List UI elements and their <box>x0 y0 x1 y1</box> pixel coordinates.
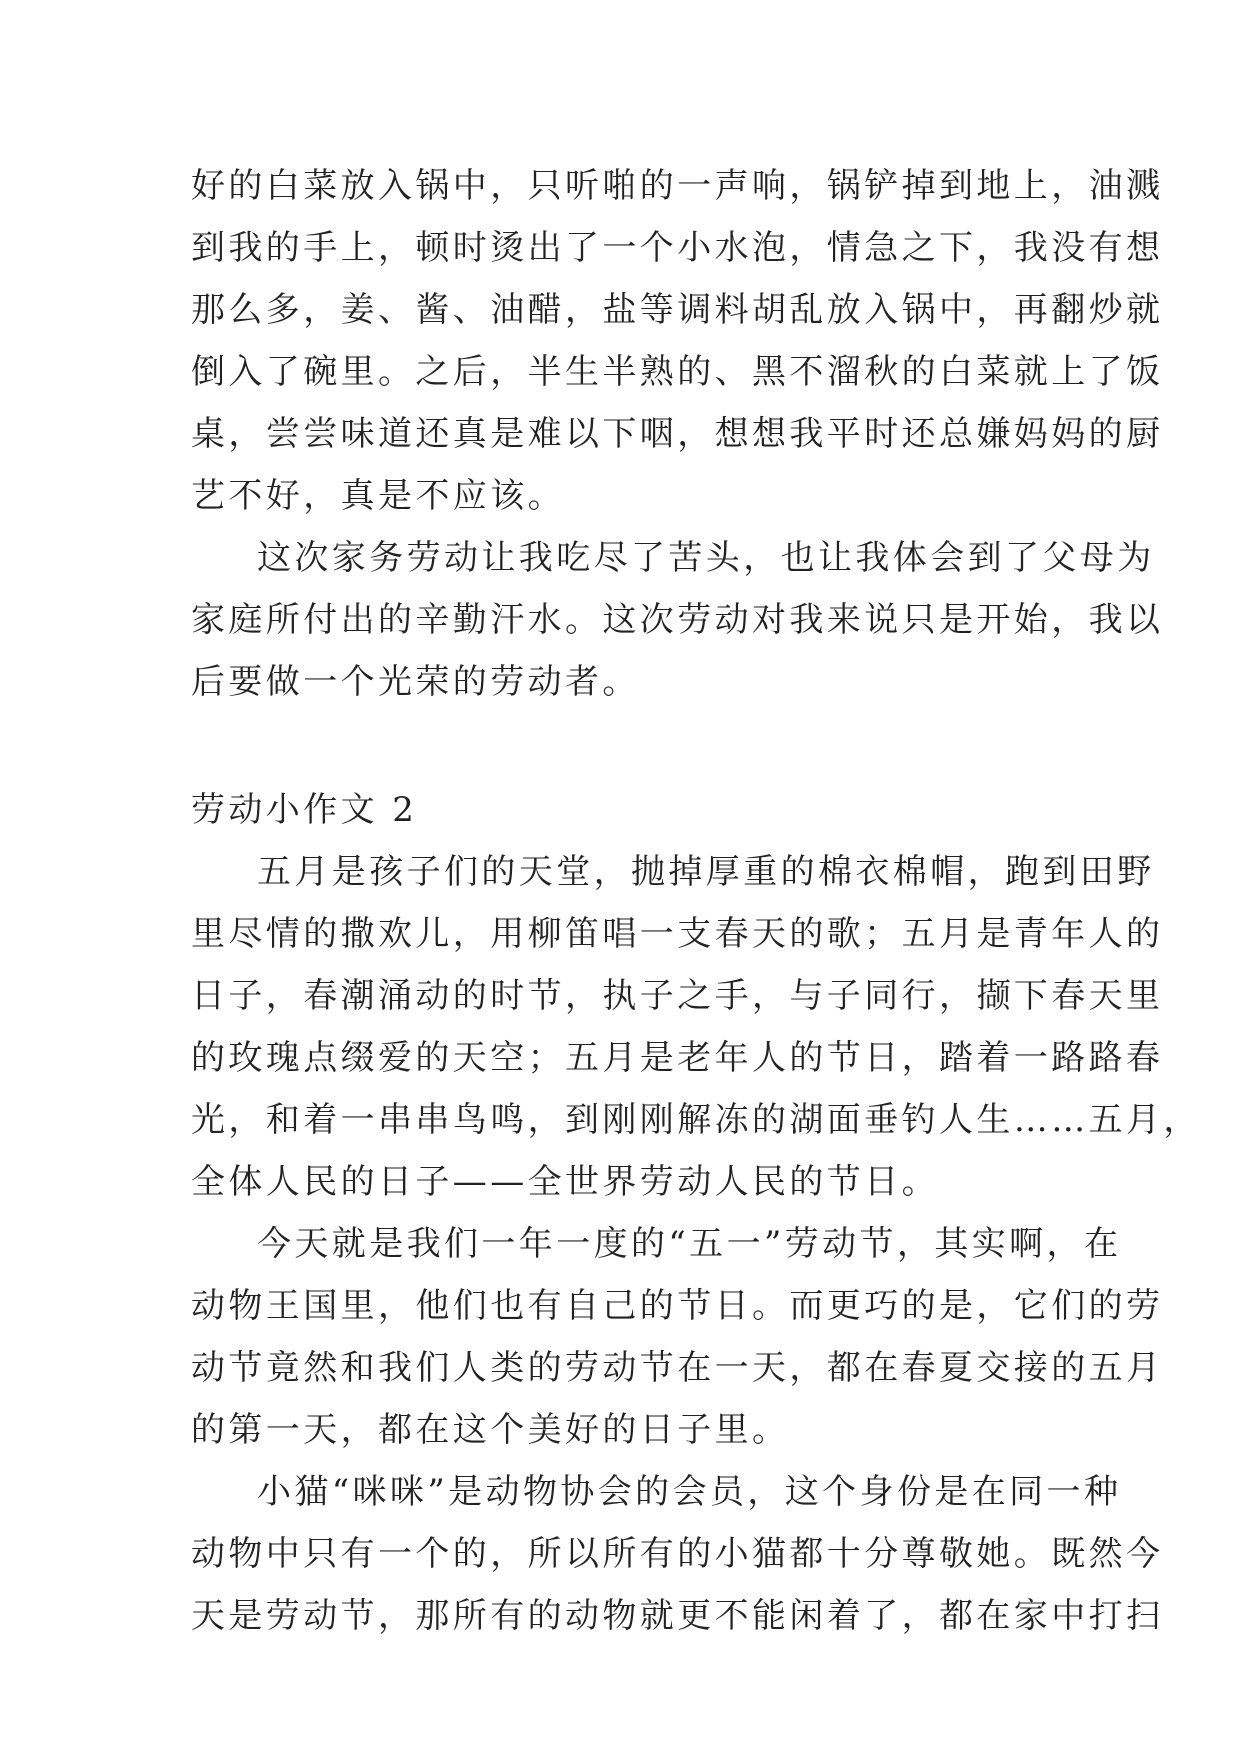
text-line: 日子，春潮涌动的时节，执子之手，与子同行，撷下春天里 <box>191 976 1164 1016</box>
text-line: 动物中只有一个的，所以所有的小猫都十分尊敬她。既然今 <box>191 1534 1164 1574</box>
paragraph-3 <box>191 841 1201 1213</box>
paragraph-2 <box>191 527 1164 713</box>
text-line: 里尽情的撒欢儿，用柳笛唱一支春天的歌；五月是青年人的 <box>191 914 1164 954</box>
text-line: 这次家务劳动让我吃尽了苦头，也让我体会到了父母为 <box>257 538 1155 578</box>
text-line: 小猫“咪咪”是动物协会的会员，这个身份是在同一种 <box>257 1472 1122 1512</box>
text-line: 天是劳动节，那所有的动物就更不能闲着了，都在家中打扫 <box>191 1596 1164 1636</box>
text-line: 倒入了碗里。之后，半生半熟的、黑不溜秋的白菜就上了饭 <box>191 352 1164 392</box>
text-line: 家庭所付出的辛勤汗水。这次劳动对我来说只是开始，我以 <box>191 600 1164 640</box>
text-line: 艺不好，真是不应该。 <box>191 476 565 516</box>
text-line: 今天就是我们一年一度的“五一”劳动节，其实啊，在 <box>257 1224 1122 1264</box>
document-body <box>191 155 1201 1647</box>
text-line: 后要做一个光荣的劳动者。 <box>191 662 640 702</box>
text-line: 到我的手上，顿时烫出了一个小水泡，情急之下，我没有想 <box>191 228 1164 268</box>
text-line: 动节竟然和我们人类的劳动节在一天，都在春夏交接的五月 <box>191 1348 1164 1388</box>
text-line: 全体人民的日子——全世界劳动人民的节日。 <box>191 1162 939 1202</box>
text-line: 桌，尝尝味道还真是难以下咽，想想我平时还总嫌妈妈的厨 <box>191 414 1164 454</box>
text-line: 光，和着一串串鸟鸣，到刚刚解冻的湖面垂钓人生……五月， <box>191 1100 1201 1140</box>
text-line: 五月是孩子们的天堂，抛掉厚重的棉衣棉帽，跑到田野 <box>257 852 1155 892</box>
text-line: 那么多，姜、酱、油醋，盐等调料胡乱放入锅中，再翻炒就 <box>191 290 1164 330</box>
section-title: 劳动小作文 2 <box>191 790 418 830</box>
paragraph-1 <box>191 155 1164 527</box>
text-line: 好的白菜放入锅中，只听啪的一声响，锅铲掉到地上，油溅 <box>191 166 1164 206</box>
text-line: 的玫瑰点缀爱的天空；五月是老年人的节日，踏着一路路春 <box>191 1038 1164 1078</box>
text-line: 动物王国里，他们也有自己的节日。而更巧的是，它们的劳 <box>191 1286 1164 1326</box>
text-line: 的第一天，都在这个美好的日子里。 <box>191 1410 790 1450</box>
paragraph-4 <box>191 1213 1164 1461</box>
paragraph-5 <box>191 1461 1164 1647</box>
